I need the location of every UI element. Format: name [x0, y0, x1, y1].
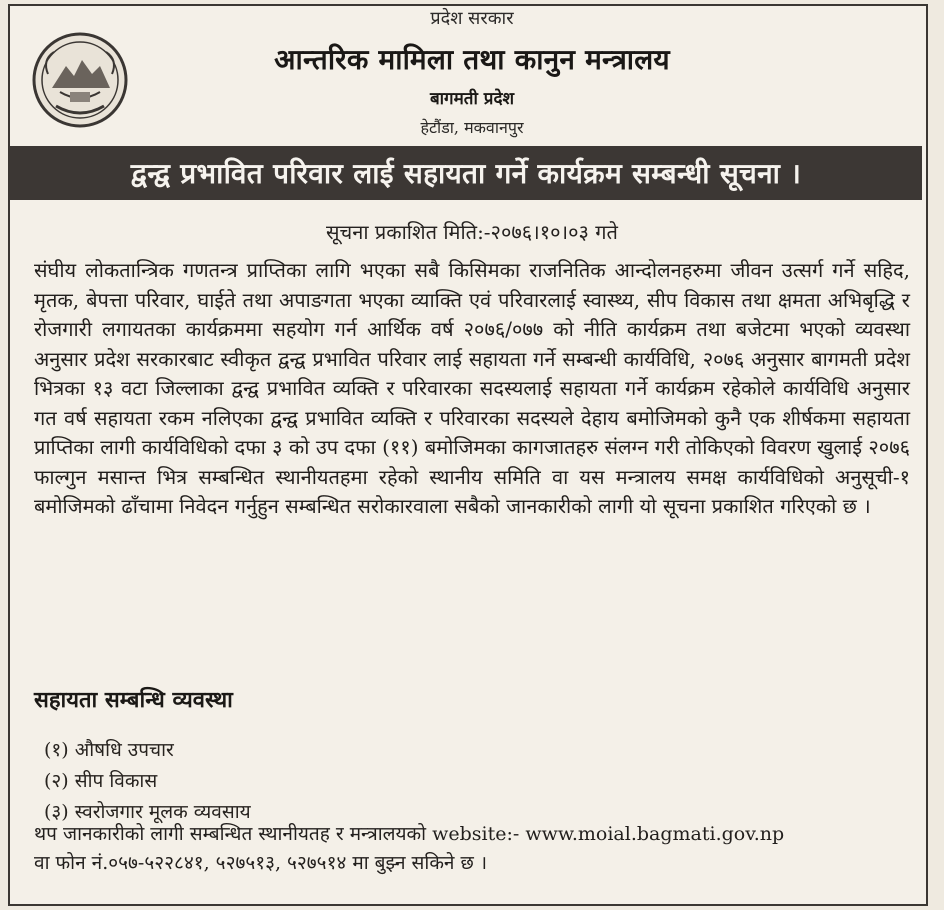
publication-date: सूचना प्रकाशित मिति:-२०७६।१०।०३ गते [326, 220, 618, 244]
list-item: (२) सीप विकास [44, 770, 158, 792]
list-item: (३) स्वरोजगार मूलक व्यवसाय [44, 801, 251, 823]
notice-body: संघीय लोकतान्त्रिक गणतन्त्र प्राप्तिका लागि भएका सबै किसिमका राजनितिक आन्दोलनहरुमा जीवन उत्सर्ग गर्ने सहिद, मृतक, बेपत्ता परिवार, घाईते तथा अपाङगता भएका व्याक्ति एवं परिवारलाई स्वास्थ्य, सीप विकास तथा क्षमता अभिबृद्धि र रोजगारी लगायतका कार्यक्रममा सहयोग गर्न आर्थिक वर्ष २०७६/०७७ को नीति कार्यक्रम तथा बजेटमा भएको व्यवस्था अनुसार प्रदेश सरकारबाट स्वीकृत द्वन्द्व प्रभावित परिवार लाई सहायता गर्ने सम्बन्धी कार्यविधि, २०७६ अनुसार बागमती प्रदेश भित्रका १३ वटा जिल्लाका द्वन्द्व प्रभावित व्यक्ति र परिवारका सदस्यलाई सहायता गर्ने कार्यक्रम रहेकोले कार्यविधि अनुसार गत वर्ष सहायता रकम नलिएका द्वन्द्व प्रभावित व्यक्ति र परिवारका सदस्यले देहाय बमोजिमको कुनै एक शीर्षकमा सहायता प्राप्तिका लागी कार्यविधिको दफा ३ को उप दफा (११) बमोजिमका कागजातहरु संलग्न गरी तोकिएको विवरण खुलाई २०७६ फाल्गुन मसान्त भित्र सम्बन्धित स्थानीयतहमा रहेको स्थानीय समिति वा यस मन्त्रालय समक्ष कार्यविधिको अनुसूची-१ बमोजिमको ढाँचामा निवेदन गर्नुहुन सम्बन्धित सरोकारवाला सबैको जानकारीको लागी यो सूचना प्रकाशित गरिएको छ । [34, 258, 910, 518]
contact-phone-line: वा फोन नं.०५७-५२२८४१, ५२७५१३, ५२७५१४ मा बुझ्न सकिने छ । [34, 852, 488, 874]
notice-title-banner [10, 146, 922, 200]
province-name: बागमती प्रदेश [429, 89, 515, 109]
city-address: हेटौंडा, मकवानपुर [420, 118, 524, 137]
arrangements-heading: सहायता सम्बन्धि व्यवस्था [34, 687, 233, 713]
arrangements-list [44, 735, 544, 828]
contact-info [34, 820, 914, 878]
list-item: (१) औषधि उपचार [44, 739, 174, 761]
contact-website-line: थप जानकारीको लागी सम्बन्धित स्थानीयतह र मन्त्रालयको website:- www.moial.bagmati.gov.np [34, 823, 785, 845]
ministry-name: आन्तरिक मामिला तथा कानुन मन्त्रालय [274, 43, 670, 76]
notice-title: द्वन्द्व प्रभावित परिवार लाई सहायता गर्ने कार्यक्रम सम्बन्धी सूचना । [130, 157, 802, 190]
government-label: प्रदेश सरकार [430, 8, 514, 29]
